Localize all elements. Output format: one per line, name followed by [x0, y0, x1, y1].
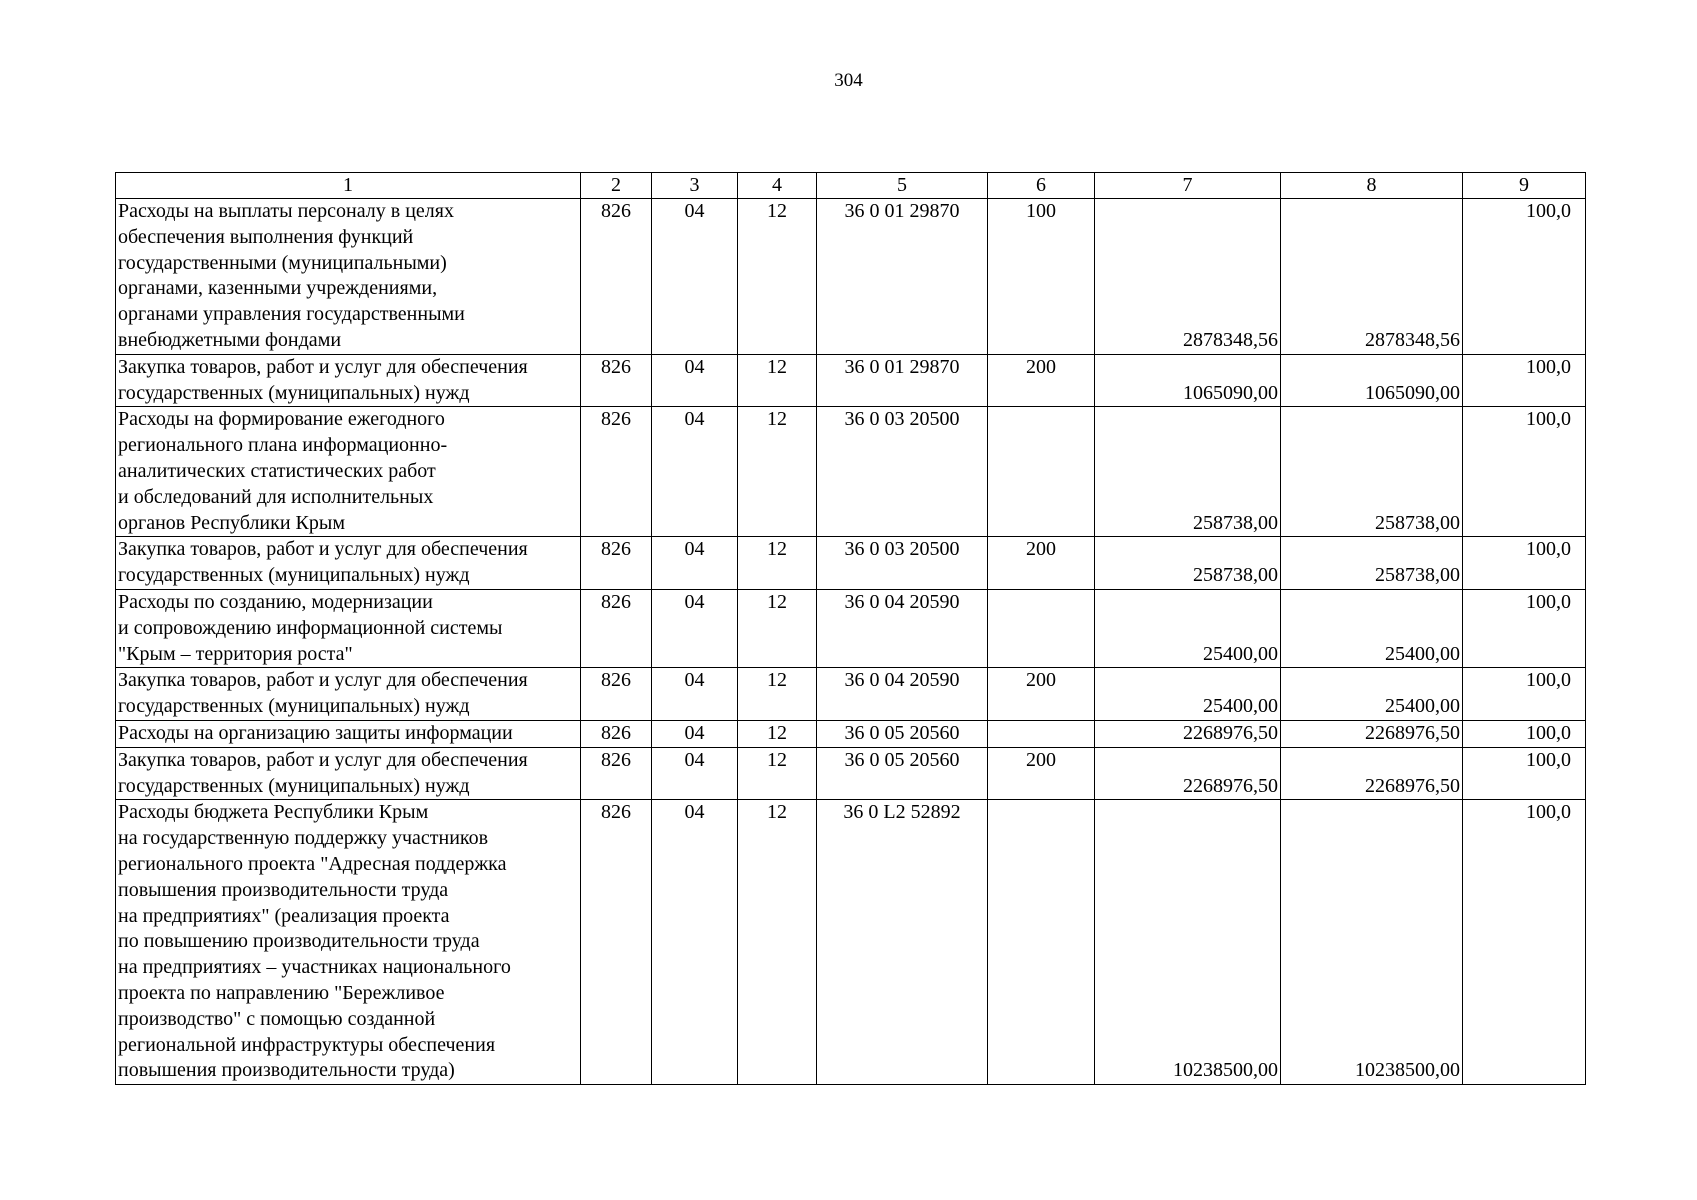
- expense-name-cell: Закупка товаров, работ и услуг для обеспечения государственных (муниципальных) нужд: [116, 537, 581, 590]
- table-row: [116, 800, 1586, 1085]
- target-article-cell: 36 0 03 20500: [817, 537, 988, 590]
- percent-cell: 100,0: [1463, 747, 1586, 800]
- target-article-cell: 36 0 04 20590: [817, 589, 988, 667]
- target-article-cell: 36 0 03 20500: [817, 407, 988, 537]
- amount-cell: 258738,00: [1281, 537, 1463, 590]
- department-code-cell: 826: [581, 747, 652, 800]
- amount-cell: 10238500,00: [1281, 800, 1463, 1085]
- column-header: 1: [116, 173, 581, 199]
- table-header-row: [116, 173, 1586, 199]
- column-header: 3: [652, 173, 738, 199]
- target-article-cell: 36 0 01 29870: [817, 199, 988, 355]
- amount-cell: 2878348,56: [1281, 199, 1463, 355]
- expense-type-cell: [988, 720, 1095, 747]
- expense-type-cell: 200: [988, 668, 1095, 721]
- column-header: 9: [1463, 173, 1586, 199]
- column-header: 8: [1281, 173, 1463, 199]
- section-code-cell: 04: [652, 589, 738, 667]
- percent-cell: 100,0: [1463, 407, 1586, 537]
- target-article-cell: 36 0 04 20590: [817, 668, 988, 721]
- expense-type-cell: 100: [988, 199, 1095, 355]
- column-header: 6: [988, 173, 1095, 199]
- department-code-cell: 826: [581, 589, 652, 667]
- section-code-cell: 04: [652, 747, 738, 800]
- target-article-cell: 36 0 L2 52892: [817, 800, 988, 1085]
- table-row: [116, 668, 1586, 721]
- target-article-cell: 36 0 05 20560: [817, 720, 988, 747]
- percent-cell: 100,0: [1463, 800, 1586, 1085]
- amount-cell: 258738,00: [1281, 407, 1463, 537]
- section-code-cell: 04: [652, 668, 738, 721]
- amount-cell: 25400,00: [1281, 589, 1463, 667]
- percent-cell: 100,0: [1463, 668, 1586, 721]
- amount-cell: 2268976,50: [1281, 720, 1463, 747]
- amount-cell: 2268976,50: [1281, 747, 1463, 800]
- subsection-code-cell: 12: [738, 800, 817, 1085]
- subsection-code-cell: 12: [738, 747, 817, 800]
- page-number: 304: [834, 70, 863, 91]
- subsection-code-cell: 12: [738, 720, 817, 747]
- expense-name-cell: Расходы бюджета Республики Крым на государственную поддержку участников регионального проекта "Адресная поддержка повышения производительности труда на предприятиях" (реализация проекта по повышению производительности труда на предприятиях – участниках национального проекта по направлению "Бережливое производство" с помощью созданной региональной инфраструктуры обеспечения повышения производительности труда): [116, 800, 581, 1085]
- department-code-cell: 826: [581, 354, 652, 407]
- percent-cell: 100,0: [1463, 537, 1586, 590]
- percent-cell: 100,0: [1463, 720, 1586, 747]
- department-code-cell: 826: [581, 668, 652, 721]
- amount-cell: 258738,00: [1095, 407, 1281, 537]
- expense-name-cell: Закупка товаров, работ и услуг для обеспечения государственных (муниципальных) нужд: [116, 354, 581, 407]
- expense-name-cell: Расходы на выплаты персоналу в целях обеспечения выполнения функций государственными (муниципальными) органами, казенными учреждениями, органами управления государственными внебюджетными фондами: [116, 199, 581, 355]
- table-row: [116, 199, 1586, 355]
- expense-type-cell: [988, 800, 1095, 1085]
- amount-cell: 25400,00: [1095, 668, 1281, 721]
- section-code-cell: 04: [652, 199, 738, 355]
- section-code-cell: 04: [652, 354, 738, 407]
- expense-name-cell: Закупка товаров, работ и услуг для обеспечения государственных (муниципальных) нужд: [116, 747, 581, 800]
- amount-cell: 25400,00: [1095, 589, 1281, 667]
- expense-type-cell: [988, 407, 1095, 537]
- expense-type-cell: 200: [988, 747, 1095, 800]
- target-article-cell: 36 0 05 20560: [817, 747, 988, 800]
- column-header: 2: [581, 173, 652, 199]
- amount-cell: 2268976,50: [1095, 720, 1281, 747]
- amount-cell: 1065090,00: [1281, 354, 1463, 407]
- table-row: [116, 747, 1586, 800]
- table-row: [116, 589, 1586, 667]
- section-code-cell: 04: [652, 800, 738, 1085]
- percent-cell: 100,0: [1463, 199, 1586, 355]
- amount-cell: 2878348,56: [1095, 199, 1281, 355]
- table-row: [116, 407, 1586, 537]
- amount-cell: 25400,00: [1281, 668, 1463, 721]
- department-code-cell: 826: [581, 800, 652, 1085]
- table-row: [116, 354, 1586, 407]
- amount-cell: 10238500,00: [1095, 800, 1281, 1085]
- column-header: 7: [1095, 173, 1281, 199]
- table-row: [116, 537, 1586, 590]
- target-article-cell: 36 0 01 29870: [817, 354, 988, 407]
- department-code-cell: 826: [581, 720, 652, 747]
- expense-name-cell: Расходы по созданию, модернизации и сопровождению информационной системы "Крым – территория роста": [116, 589, 581, 667]
- section-code-cell: 04: [652, 537, 738, 590]
- section-code-cell: 04: [652, 720, 738, 747]
- percent-cell: 100,0: [1463, 354, 1586, 407]
- department-code-cell: 826: [581, 537, 652, 590]
- subsection-code-cell: 12: [738, 668, 817, 721]
- expense-name-cell: Закупка товаров, работ и услуг для обеспечения государственных (муниципальных) нужд: [116, 668, 581, 721]
- subsection-code-cell: 12: [738, 354, 817, 407]
- department-code-cell: 826: [581, 199, 652, 355]
- column-header: 4: [738, 173, 817, 199]
- budget-table: [115, 172, 1586, 1085]
- percent-cell: 100,0: [1463, 589, 1586, 667]
- department-code-cell: 826: [581, 407, 652, 537]
- expense-type-cell: [988, 589, 1095, 667]
- expense-type-cell: 200: [988, 354, 1095, 407]
- amount-cell: 1065090,00: [1095, 354, 1281, 407]
- expense-type-cell: 200: [988, 537, 1095, 590]
- column-header: 5: [817, 173, 988, 199]
- amount-cell: 258738,00: [1095, 537, 1281, 590]
- subsection-code-cell: 12: [738, 407, 817, 537]
- table-row: [116, 720, 1586, 747]
- section-code-cell: 04: [652, 407, 738, 537]
- expense-name-cell: Расходы на организацию защиты информации: [116, 720, 581, 747]
- subsection-code-cell: 12: [738, 537, 817, 590]
- amount-cell: 2268976,50: [1095, 747, 1281, 800]
- expense-name-cell: Расходы на формирование ежегодного регионального плана информационно- аналитических статистических работ и обследований для исполнительных органов Республики Крым: [116, 407, 581, 537]
- subsection-code-cell: 12: [738, 199, 817, 355]
- subsection-code-cell: 12: [738, 589, 817, 667]
